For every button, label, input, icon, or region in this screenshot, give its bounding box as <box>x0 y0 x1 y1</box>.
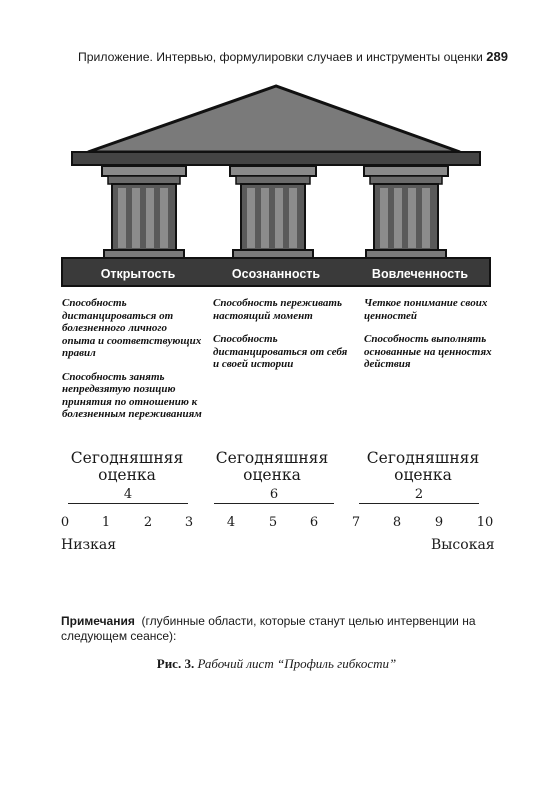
temple-entablature <box>72 152 480 165</box>
running-title: Приложение. Интервью, формулировки случаев и инструменты оценки <box>78 50 483 64</box>
flexibility-temple-diagram <box>60 82 492 288</box>
pillar-1 <box>102 166 186 258</box>
notes-text: (глубинные области, которые станут целью интервенции на следующем сеансе): <box>61 614 476 643</box>
column-openness <box>62 297 202 432</box>
pillar-label-openness: Открытость <box>100 267 176 281</box>
column-item: Способность занять непредвзятую позицию принятия по отношению к болезненным переживаниям <box>62 370 202 420</box>
column-item: Способность переживать настоящий момент <box>213 297 342 322</box>
page-number: 289 <box>486 49 508 64</box>
score-field-awareness[interactable]: 6 <box>214 487 334 504</box>
scale-tick: 2 <box>143 515 153 530</box>
pillar-label-engagement: Вовлеченность <box>371 267 469 281</box>
scale-tick: 6 <box>309 515 319 530</box>
score-field-openness[interactable]: 4 <box>68 487 188 504</box>
notes-label: Примечания <box>61 614 135 628</box>
score-heading-awareness: Сегодняшняя оценка <box>215 449 329 484</box>
score-heading-engagement: Сегодняшняя оценка <box>366 449 480 484</box>
temple-roof <box>88 86 460 152</box>
figure-caption <box>0 656 553 672</box>
column-item: Способность дистанцироваться от себя и своей истории <box>213 333 348 370</box>
scale-tick: 0 <box>60 515 70 530</box>
scale-tick: 3 <box>184 515 194 530</box>
notes-field[interactable] <box>61 614 501 644</box>
scale-tick: 10 <box>476 515 494 530</box>
pillar-2 <box>230 166 316 258</box>
scale-high-label: Высокая <box>431 537 495 553</box>
caption-title: Рабочий лист “Профиль гибкости” <box>197 656 397 671</box>
scale-tick: 4 <box>226 515 236 530</box>
pillar-3 <box>364 166 448 258</box>
scale-low-label: Низкая <box>61 537 117 553</box>
pillar-label-awareness: Осознанность <box>231 267 321 281</box>
score-field-engagement[interactable]: 2 <box>359 487 479 504</box>
running-header <box>78 49 508 64</box>
scale-tick: 8 <box>392 515 402 530</box>
column-item: Четкое понимание своих ценностей <box>364 297 488 322</box>
scale-tick: 5 <box>268 515 278 530</box>
scale-tick: 1 <box>101 515 111 530</box>
scale-tick: 9 <box>434 515 444 530</box>
caption-label: Рис. 3. <box>156 656 195 671</box>
column-item: Способность выполнять основанные на ценностях действия <box>364 333 492 370</box>
scale-tick: 7 <box>351 515 361 530</box>
score-heading-openness: Сегодняшняя оценка <box>70 449 184 484</box>
column-engagement <box>364 297 504 382</box>
column-awareness <box>213 297 353 382</box>
column-item: Способность дистанцироваться от болезненного личного опыта и соответствующих правил <box>62 297 202 359</box>
